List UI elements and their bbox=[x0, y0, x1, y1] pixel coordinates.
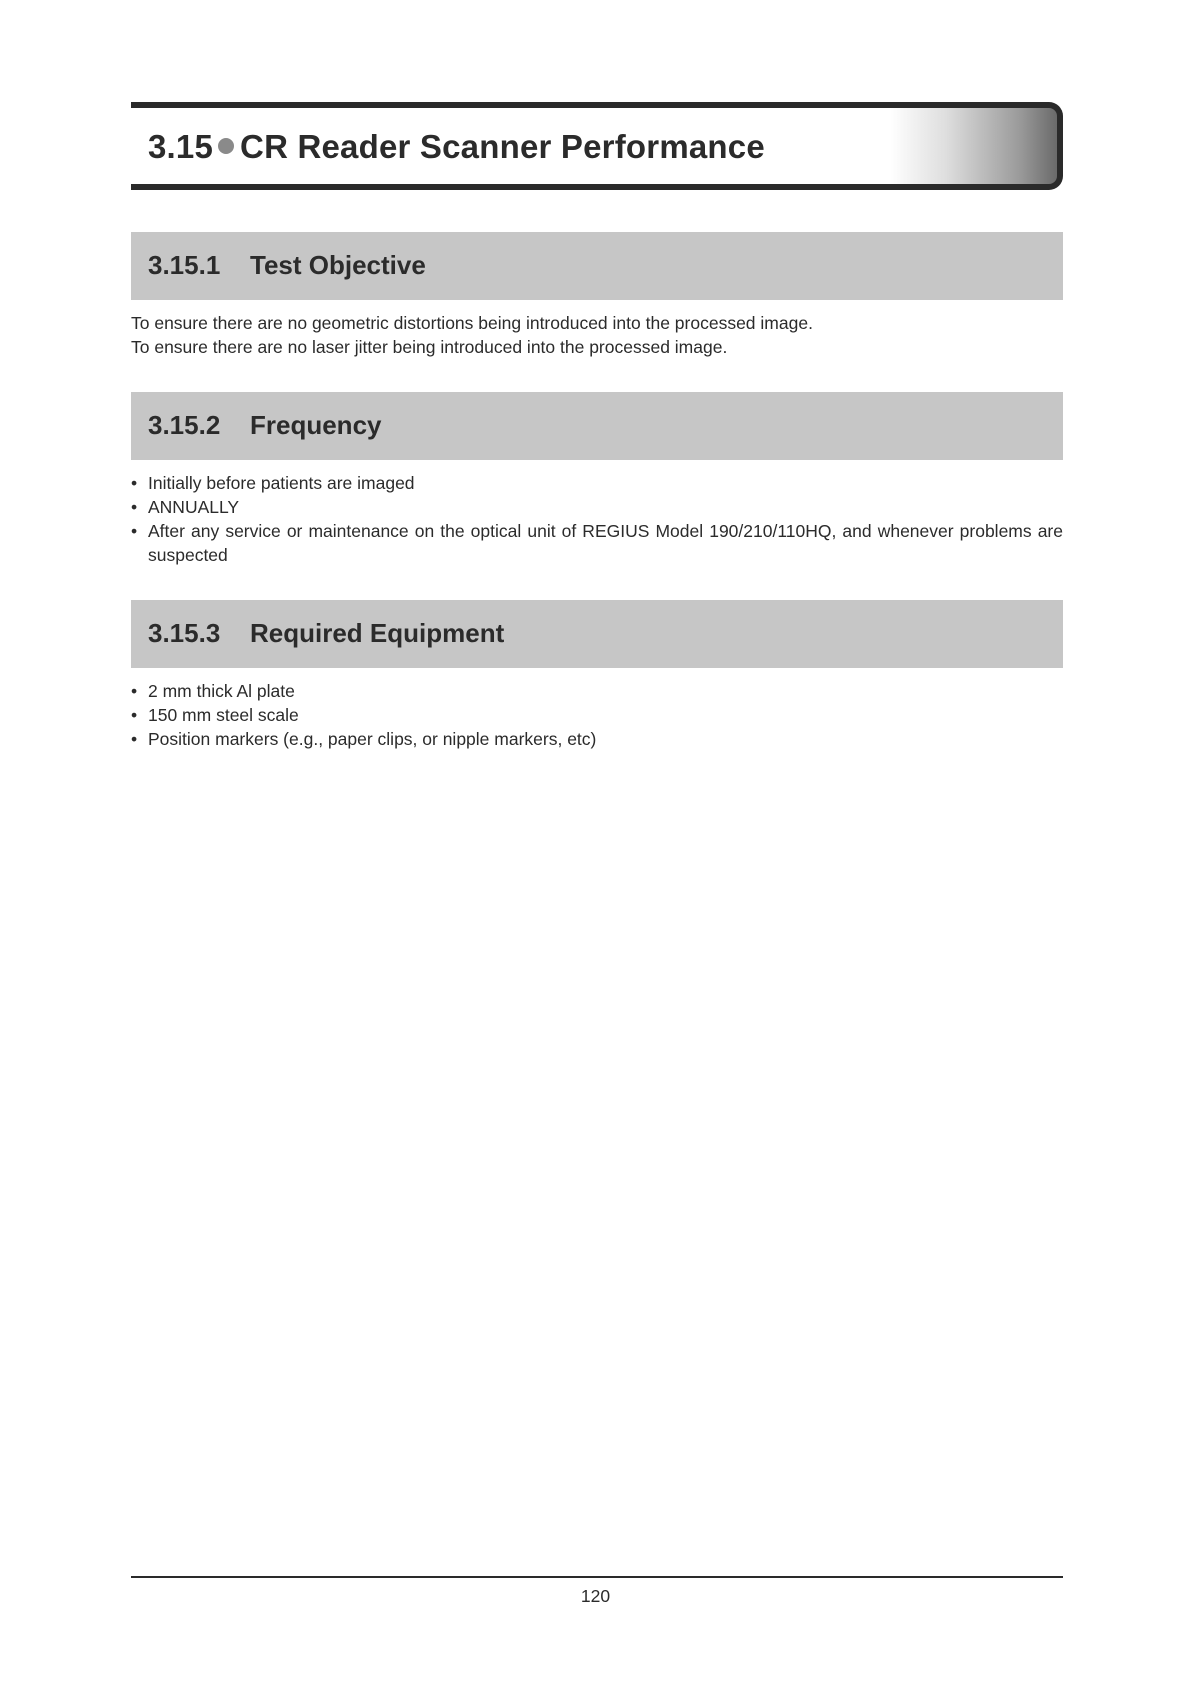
list-item-text: 150 mm steel scale bbox=[148, 705, 299, 725]
section-number: 3.15.3 bbox=[148, 618, 221, 648]
list-item-text: After any service or maintenance on the optical unit of REGIUS Model 190/210/110HQ, and whenever problems are suspected bbox=[148, 521, 1063, 565]
chapter-title bbox=[148, 128, 765, 166]
chapter-title-text: CR Reader Scanner Performance bbox=[240, 128, 765, 165]
list-item bbox=[131, 727, 1063, 751]
list-item-text: 2 mm thick Al plate bbox=[148, 681, 295, 701]
bullet-icon: • bbox=[131, 705, 138, 725]
bullet-icon: • bbox=[131, 681, 138, 701]
list-item bbox=[131, 495, 1063, 519]
bullet-dot-icon bbox=[218, 138, 234, 154]
list-item-text: ANNUALLY bbox=[148, 497, 240, 517]
equipment-list bbox=[131, 679, 1063, 751]
section-title: Test Objective bbox=[250, 250, 426, 280]
objective-paragraph-2: To ensure there are no laser jitter being introduced into the processed image. bbox=[131, 337, 728, 357]
chapter-header bbox=[131, 102, 1063, 190]
bullet-icon: • bbox=[131, 473, 138, 493]
chapter-number: 3.15 bbox=[148, 128, 214, 165]
section-title: Frequency bbox=[250, 410, 382, 440]
list-item-text: Position markers (e.g., paper clips, or nipple markers, etc) bbox=[148, 729, 597, 749]
list-item-text: Initially before patients are imaged bbox=[148, 473, 415, 493]
list-item bbox=[131, 703, 1063, 727]
section-header-test-objective bbox=[131, 232, 1063, 300]
section-number: 3.15.1 bbox=[148, 250, 221, 280]
footer-divider bbox=[131, 1576, 1063, 1578]
page-number: 120 bbox=[580, 1586, 611, 1606]
bullet-icon: • bbox=[131, 729, 138, 749]
bullet-icon: • bbox=[131, 497, 138, 517]
objective-paragraph-1: To ensure there are no geometric distortions being introduced into the processed image. bbox=[131, 313, 813, 333]
bullet-icon: • bbox=[131, 521, 138, 541]
section-header-required-equipment bbox=[131, 600, 1063, 668]
section-number: 3.15.2 bbox=[148, 410, 221, 440]
list-item bbox=[131, 519, 1063, 567]
section-header-frequency bbox=[131, 392, 1063, 460]
frequency-list bbox=[131, 471, 1063, 567]
section-title: Required Equipment bbox=[250, 618, 505, 648]
list-item bbox=[131, 679, 1063, 703]
list-item bbox=[131, 471, 1063, 495]
